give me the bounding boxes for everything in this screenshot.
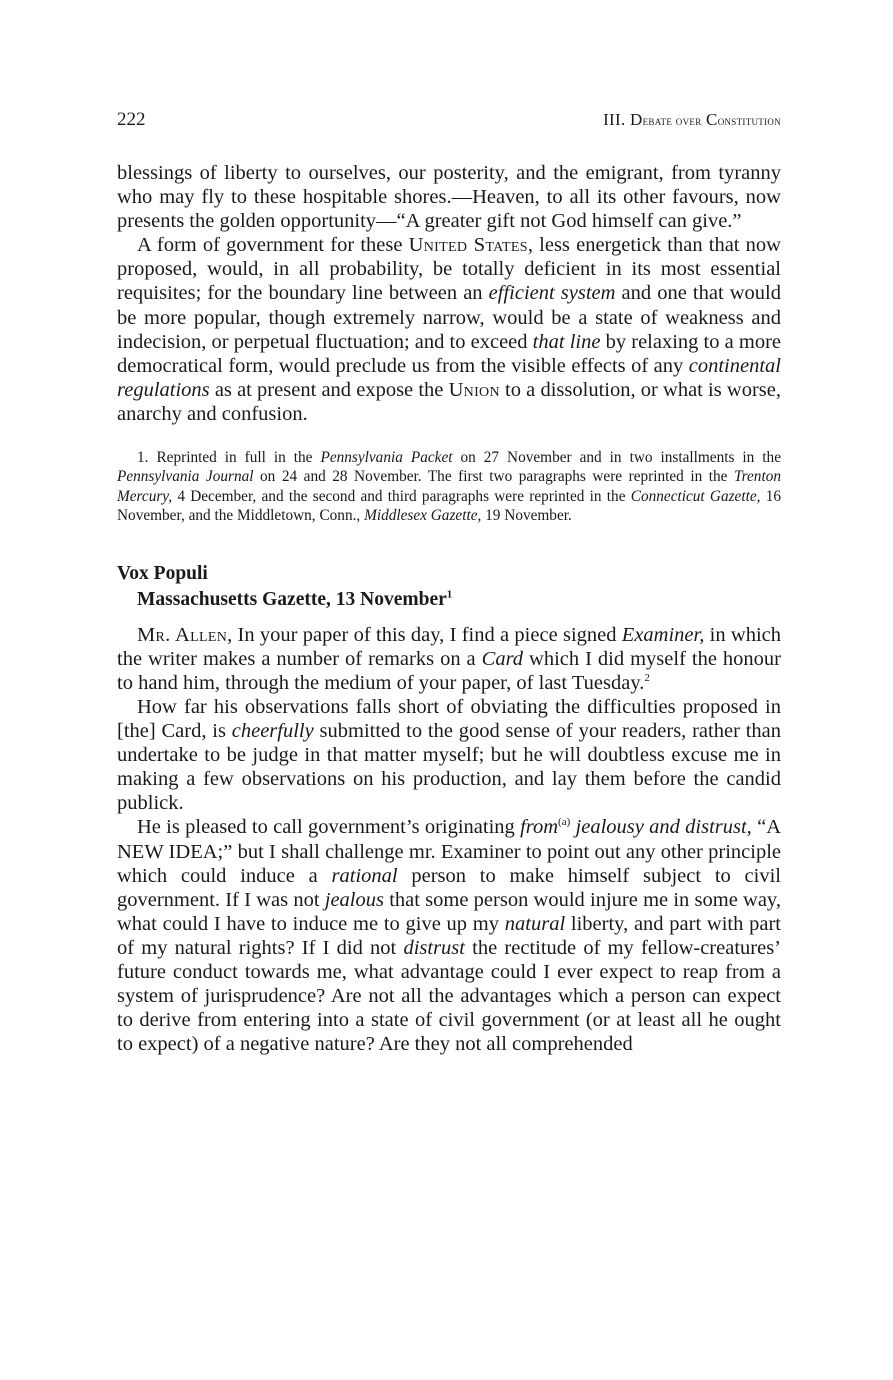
section-subtitle: Massachusetts Gazette, 13 November$^1$ [137,588,453,610]
section-title: Vox Populi [117,562,208,584]
paragraph: How far his observations falls short of obviating the difficulties proposed in [the] Card, is cheerfully submitted to the good sense of your readers, rather than undertake to be judge in that matter myself; but he will doubtless excuse me in making a few observations on his production, and lay them before the candid publick. [117,695,781,815]
running-header [117,106,781,135]
footnote-ref: 1 [446,588,453,601]
footnote-ref: (a) [558,816,571,829]
paragraph: He is pleased to call government’s originating from$^{(a)}$ jealousy and distrust, “A NEW IDEA;” but I shall challenge mr. Examiner to point out any other principle which could induce a rational person to make himself subject to civil government. If I was not jealous that some person would injure me in some way, what could I have to induce me to give up my natural liberty, and part with part of my natural rights? If I did not distrust the rectitude of my fellow-creatures’ future conduct towards me, what advantage could I ever expect to reap from a system of jurisprudence? Are not all the advantages which a person can expect to derive from entering into a state of civil government (or at least all he ought to expect) of a negative nature? Are they not all comprehended [117,816,781,1056]
footnote: 1. Reprinted in full in the Pennsylvania Packet on 27 November and in two installments in the Pennsylvania Journal on 24 and 28 November. The first two paragraphs were reprinted in the Trenton Mercury, 4 December, and the second and third paragraphs were reprinted in the Connecticut Gazette, 16 November, and the Middletown, Conn., Middlesex Gazette, 19 November. [117,449,782,525]
page-number: 222 [117,109,146,130]
letter-text [117,623,781,1057]
paragraph: A form of government for these United States, less energetick than that now proposed, would, in all probability, be totally deficient in its most essential requisites; for the boundary line between an efficient system and one that would be more popular, though extremely narrow, would be a state of weakness and indecision, or perpetual fluctuation; and to exceed that line by relaxing to a more democratical form, would preclude us from the visible effects of any continental regulations as at present and expose the Union to a dissolution, or what is worse, anarchy and confusion. [117,234,781,425]
paragraph: Mr. Allen, In your paper of this day, I find a piece signed Examiner, in which the writer makes a number of remarks on a Card which I did myself the honour to hand him, through the medium of your paper, of last Tuesday.$^2$ [117,623,781,694]
document-page [117,106,781,1056]
running-title: III. Debate over Constitution [603,110,781,129]
main-text [117,161,781,426]
paragraph: blessings of liberty to ourselves, our posterity, and the emigrant, from tyranny who may fly to these hospitable shores.—Heaven, to all its other favours, now presents the golden opportunity—“A greater gift not God himself can give.” [117,162,781,233]
footnote-ref: 2 [644,672,650,685]
